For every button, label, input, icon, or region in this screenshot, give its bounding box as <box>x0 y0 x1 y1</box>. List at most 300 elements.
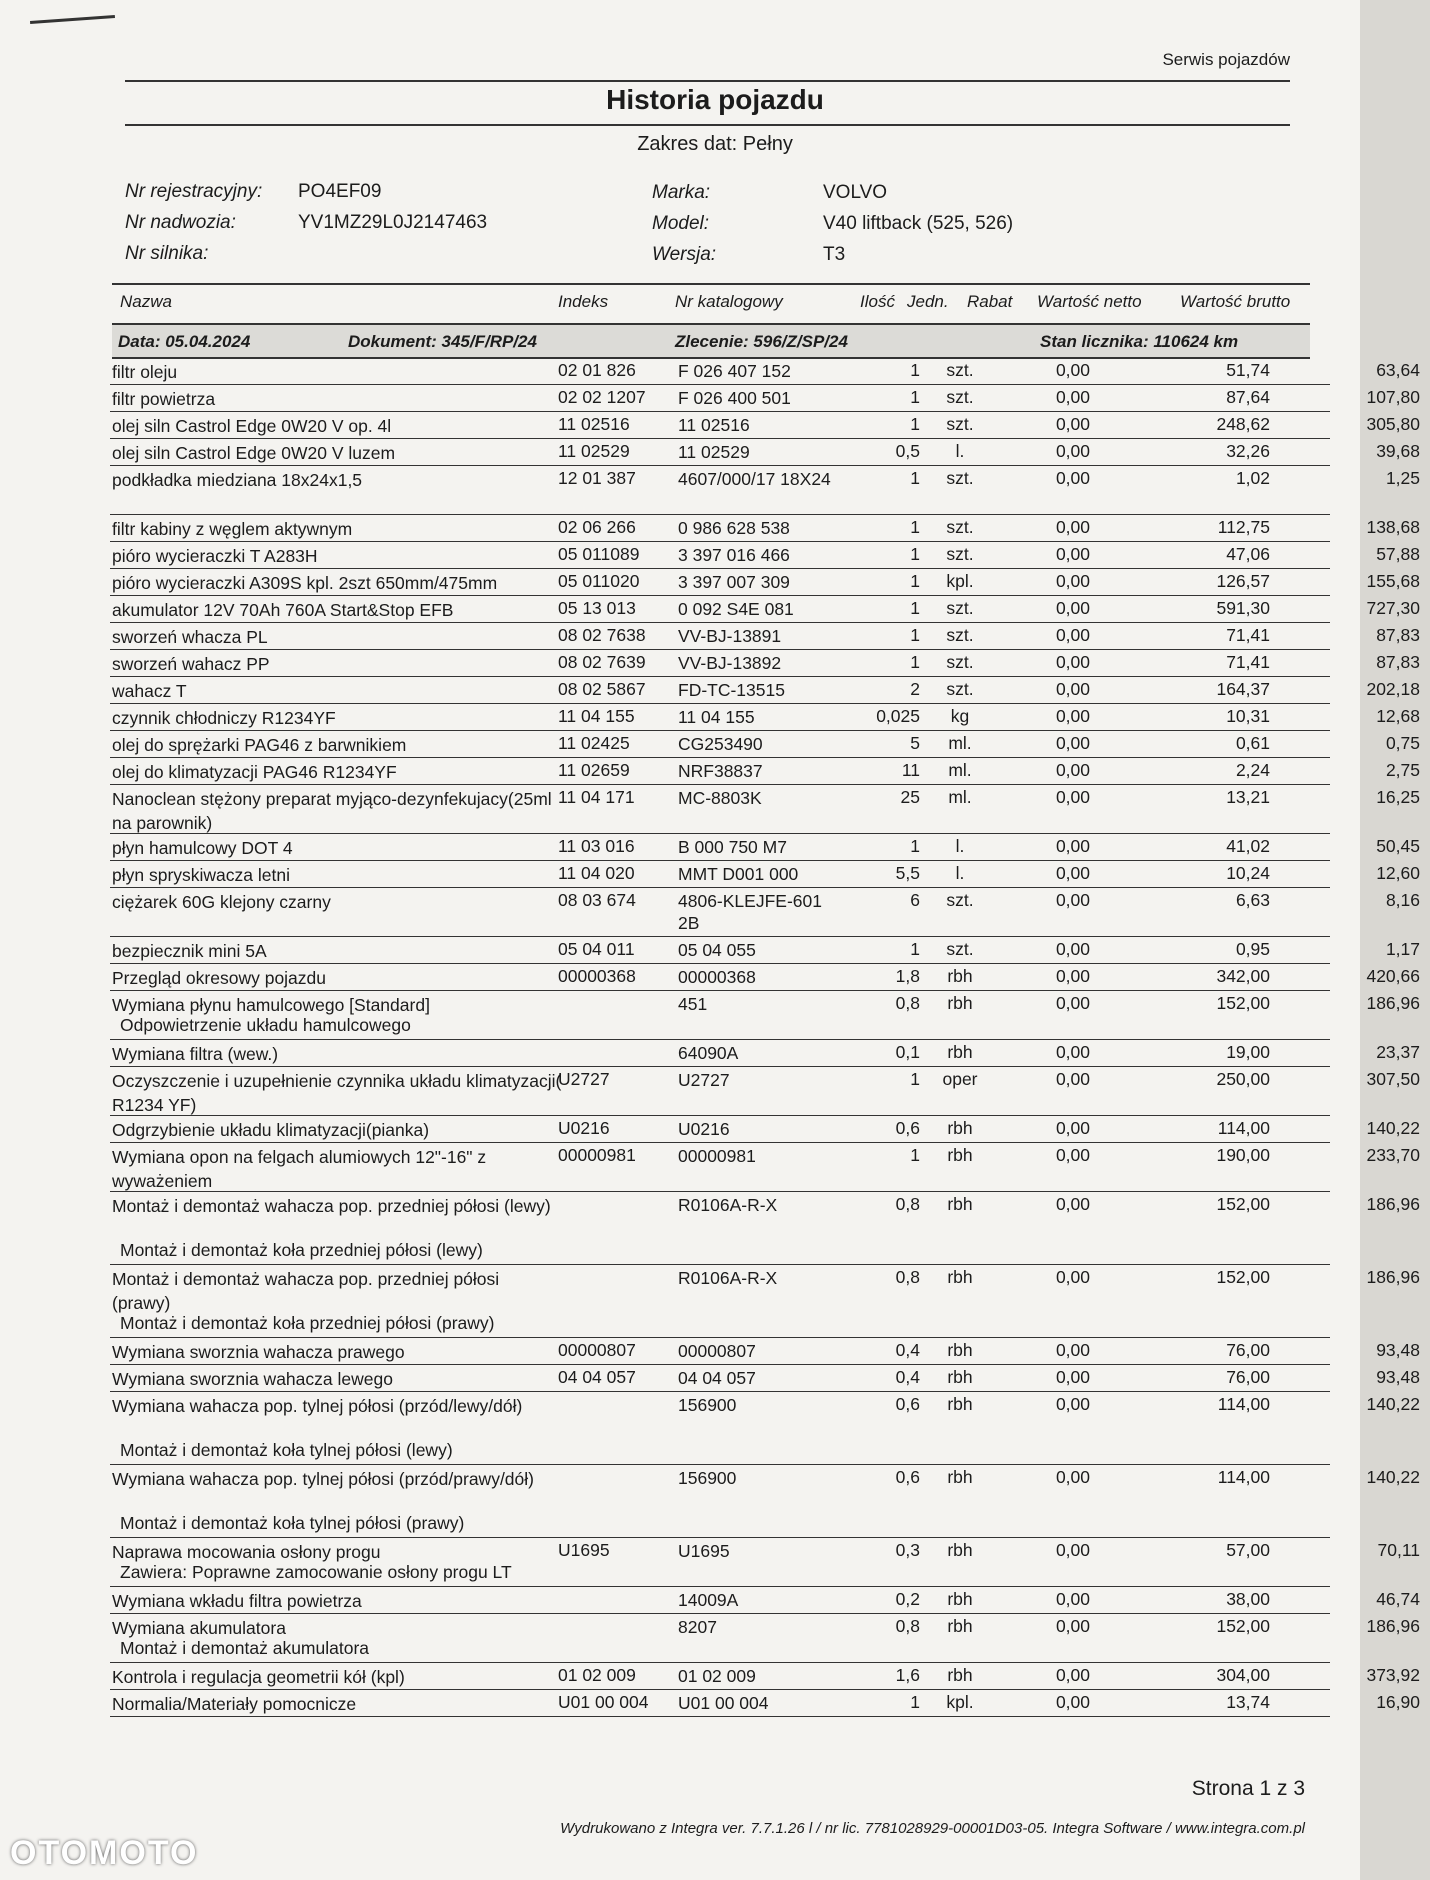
cell-net: 126,57 <box>1216 571 1270 591</box>
cell-qty: 0,4 <box>895 1340 920 1360</box>
cell-gross: 16,90 <box>1376 1692 1420 1712</box>
cell-name: olej siln Castrol Edge 0W20 V op. 4l <box>112 416 392 436</box>
cell-qty: 5,5 <box>895 863 920 883</box>
cell-qty: 1,6 <box>895 1665 920 1685</box>
cell-qty: 6 <box>910 890 920 910</box>
cell-qty: 0,2 <box>895 1589 920 1609</box>
fold-mark <box>30 15 115 24</box>
divider <box>112 283 1310 285</box>
cell-idx: 08 02 7639 <box>558 652 646 672</box>
cell-cat: 11 02529 <box>678 442 750 462</box>
cell-cat: B 000 750 M7 <box>678 837 787 857</box>
version-value: T3 <box>823 244 846 265</box>
table-row <box>110 677 1420 704</box>
cell-cat: MMT D001 000 <box>678 864 799 884</box>
reg-value: PO4EF09 <box>298 181 382 202</box>
table-row <box>110 1690 1420 1717</box>
cell-idx: 02 06 266 <box>558 517 636 537</box>
cell-extra: Montaż i demontaż koła przedniej półosi (lewy) <box>120 1240 483 1260</box>
cell-name: bezpiecznik mini 5A <box>112 941 267 961</box>
cell-net: 591,30 <box>1216 598 1270 618</box>
cell-qty: 2 <box>910 679 920 699</box>
engine-label: Nr silnika: <box>125 243 209 264</box>
cell-qty: 0,6 <box>895 1394 920 1414</box>
cell-gross: 186,96 <box>1366 1267 1420 1287</box>
cell-cat: 00000807 <box>678 1341 756 1361</box>
cell-gross: 186,96 <box>1366 1616 1420 1636</box>
cell-qty: 0,3 <box>895 1540 920 1560</box>
table-row <box>110 596 1420 623</box>
cell-qty: 0,8 <box>895 1194 920 1214</box>
cell-qty: 0,6 <box>895 1118 920 1138</box>
cell-unit: szt. <box>946 652 974 672</box>
cell-net: 164,37 <box>1216 679 1270 699</box>
cell-gross: 202,18 <box>1366 679 1420 699</box>
cell-extra: Zawiera: Poprawne zamocowanie osłony progu LT <box>120 1562 512 1582</box>
cell-cat: FD-TC-13515 <box>678 680 785 700</box>
cell-rab: 0,00 <box>1055 1589 1090 1609</box>
cell-net: 87,64 <box>1226 387 1270 407</box>
cell-unit: kpl. <box>946 571 974 591</box>
cell-name: czynnik chłodniczy R1234YF <box>112 708 336 728</box>
cell-idx: 04 04 057 <box>558 1367 636 1387</box>
version-label: Wersja: <box>652 244 717 265</box>
doc-number: Dokument: 345/F/RP/24 <box>348 332 537 351</box>
table-row <box>110 888 1420 937</box>
cell-idx: 01 02 009 <box>558 1665 636 1685</box>
table-row <box>110 758 1420 785</box>
cell-rab: 0,00 <box>1055 625 1090 645</box>
doc-date: Data: 05.04.2024 <box>118 332 251 351</box>
cell-rab: 0,00 <box>1055 1616 1090 1636</box>
cell-idx: 05 011089 <box>558 544 640 564</box>
cell-rab: 0,00 <box>1055 679 1090 699</box>
cell-name: Wymiana sworznia wahacza lewego <box>112 1369 393 1389</box>
cell-net: 19,00 <box>1226 1042 1270 1062</box>
cell-cat: 64090A <box>678 1043 739 1063</box>
cell-cat: R0106A-R-X <box>678 1268 778 1288</box>
cell-net: 32,26 <box>1226 441 1270 461</box>
cell-idx: 11 02529 <box>558 441 630 461</box>
cell-gross: 420,66 <box>1366 966 1420 986</box>
cell-net: 76,00 <box>1226 1340 1270 1360</box>
cell-name: Przegląd okresowy pojazdu <box>112 968 327 988</box>
cell-net: 190,00 <box>1216 1145 1270 1165</box>
divider <box>125 124 1290 126</box>
cell-gross: 2,75 <box>1385 760 1420 780</box>
cell-name: Odgrzybienie układu klimatyzacji(pianka) <box>112 1120 430 1140</box>
cell-gross: 138,68 <box>1366 517 1420 537</box>
cell-gross: 93,48 <box>1376 1340 1420 1360</box>
cell-qty: 0,8 <box>895 1616 920 1636</box>
cell-rab: 0,00 <box>1055 993 1090 1013</box>
cell-unit: rbh <box>947 1589 973 1609</box>
col-index: Indeks <box>558 292 609 311</box>
cell-net: 51,74 <box>1226 360 1270 380</box>
cell-net: 152,00 <box>1216 1194 1270 1214</box>
cell-idx: 11 04 155 <box>558 706 635 726</box>
cell-cat: 451 <box>678 994 708 1014</box>
cell-qty: 0,1 <box>895 1042 920 1062</box>
vin-value: YV1MZ29L0J2147463 <box>298 212 488 233</box>
table-row <box>110 466 1420 515</box>
cell-gross: 107,80 <box>1366 387 1420 407</box>
cell-qty: 0,025 <box>876 706 920 726</box>
cell-rab: 0,00 <box>1055 1267 1090 1287</box>
cell-name: Wymiana wahacza pop. tylnej półosi (przód/prawy/dół) <box>112 1469 534 1489</box>
table-row <box>110 1040 1420 1067</box>
cell-gross: 305,80 <box>1366 414 1420 434</box>
cell-net: 57,00 <box>1226 1540 1270 1560</box>
cell-name: olej do klimatyzacji PAG46 R1234YF <box>112 762 397 782</box>
cell-gross: 140,22 <box>1366 1467 1420 1487</box>
cell-cat: U1695 <box>678 1541 730 1561</box>
cell-qty: 0,8 <box>895 993 920 1013</box>
cell-rab: 0,00 <box>1055 890 1090 910</box>
cell-net: 114,00 <box>1217 1118 1270 1138</box>
cell-unit: rbh <box>947 1267 973 1287</box>
cell-cat: CG253490 <box>678 734 763 754</box>
cell-qty: 1 <box>910 1069 920 1089</box>
cell-extra: Montaż i demontaż akumulatora <box>120 1638 370 1658</box>
cell-unit: szt. <box>946 387 974 407</box>
cell-name: filtr oleju <box>112 362 178 382</box>
table-row <box>110 991 1420 1040</box>
cell-idx: 05 13 013 <box>558 598 636 618</box>
table-row <box>110 1338 1420 1365</box>
cell-name: Wymiana opon na felgach alumiowych 12"-16" z wyważeniem <box>112 1147 487 1191</box>
col-unit: Jedn. <box>907 292 949 311</box>
cell-unit: rbh <box>947 1367 973 1387</box>
cell-rab: 0,00 <box>1055 939 1090 959</box>
cell-gross: 93,48 <box>1376 1367 1420 1387</box>
cell-net: 38,00 <box>1226 1589 1270 1609</box>
table-row <box>110 358 1420 385</box>
cell-gross: 39,68 <box>1376 441 1420 461</box>
cell-rab: 0,00 <box>1055 571 1090 591</box>
divider <box>125 80 1290 82</box>
cell-rab: 0,00 <box>1055 414 1090 434</box>
col-qty: Ilość <box>860 292 895 311</box>
cell-net: 152,00 <box>1216 1616 1270 1636</box>
cell-rab: 0,00 <box>1055 836 1090 856</box>
cell-unit: ml. <box>948 733 972 753</box>
cell-qty: 1 <box>910 1692 920 1712</box>
cell-name: podkładka miedziana 18x24x1,5 <box>112 470 363 490</box>
cell-unit: rbh <box>947 1194 973 1214</box>
cell-cat: 00000981 <box>678 1146 756 1166</box>
cell-rab: 0,00 <box>1055 787 1090 807</box>
cell-unit: rbh <box>947 1340 973 1360</box>
cell-gross: 50,45 <box>1376 836 1420 856</box>
cell-rab: 0,00 <box>1055 544 1090 564</box>
cell-cat: 3 397 007 309 <box>678 572 790 592</box>
table-row <box>110 1116 1420 1143</box>
cell-idx: 05 04 011 <box>558 939 635 959</box>
cell-extra: Montaż i demontaż koła tylnej półosi (lewy) <box>120 1440 453 1460</box>
cell-name: Wymiana płynu hamulcowego [Standard] <box>112 995 430 1015</box>
cell-gross: 12,68 <box>1376 706 1420 726</box>
cell-cat: 3 397 016 466 <box>678 545 790 565</box>
cell-idx: U0216 <box>558 1118 610 1138</box>
cell-cat: 156900 <box>678 1395 737 1415</box>
cell-rab: 0,00 <box>1055 863 1090 883</box>
table-row <box>110 515 1420 542</box>
cell-net: 76,00 <box>1226 1367 1270 1387</box>
cell-net: 71,41 <box>1226 652 1270 672</box>
cell-cat: F 026 407 152 <box>678 361 791 381</box>
cell-name: Wymiana wkładu filtra powietrza <box>112 1591 362 1611</box>
cell-cat: 0 092 S4E 081 <box>678 599 794 619</box>
cell-unit: oper <box>942 1069 978 1089</box>
cell-cat: F 026 400 501 <box>678 388 791 408</box>
cell-unit: szt. <box>946 939 974 959</box>
cell-gross: 0,75 <box>1385 733 1420 753</box>
cell-cat: 11 04 155 <box>678 707 755 727</box>
cell-net: 152,00 <box>1216 1267 1270 1287</box>
cell-idx: 08 03 674 <box>558 890 636 910</box>
cell-idx: 11 02516 <box>558 414 630 434</box>
cell-name: płyn hamulcowy DOT 4 <box>112 838 293 858</box>
table-row <box>110 1143 1420 1192</box>
cell-gross: 57,88 <box>1376 544 1420 564</box>
cell-net: 0,61 <box>1235 733 1270 753</box>
cell-name: Wymiana sworznia wahacza prawego <box>112 1342 405 1362</box>
cell-name: sworzeń wahacz PP <box>112 654 270 674</box>
cell-rab: 0,00 <box>1055 1340 1090 1360</box>
cell-idx: 12 01 387 <box>558 468 636 488</box>
cell-unit: szt. <box>946 517 974 537</box>
cell-rab: 0,00 <box>1055 1118 1090 1138</box>
cell-net: 13,74 <box>1226 1692 1270 1712</box>
cell-cat: VV-BJ-13891 <box>678 626 782 646</box>
cell-unit: szt. <box>946 468 974 488</box>
cell-unit: szt. <box>946 625 974 645</box>
table-row <box>110 964 1420 991</box>
cell-unit: ml. <box>948 760 972 780</box>
cell-qty: 1 <box>910 517 920 537</box>
page-number: Strona 1 z 3 <box>1191 1777 1305 1800</box>
cell-idx: 11 02659 <box>558 760 630 780</box>
otomoto-watermark: OTOMOTO <box>10 1834 199 1872</box>
table-row <box>110 704 1420 731</box>
cell-extra: Odpowietrzenie układu hamulcowego <box>120 1015 411 1035</box>
cell-idx: 00000368 <box>558 966 636 986</box>
cell-qty: 1 <box>910 571 920 591</box>
cell-qty: 1 <box>910 598 920 618</box>
cell-name: akumulator 12V 70Ah 760A Start&Stop EFB <box>112 600 454 620</box>
cell-unit: rbh <box>947 1145 973 1165</box>
cell-gross: 12,60 <box>1376 863 1420 883</box>
cell-cat: 00000368 <box>678 967 756 987</box>
cell-net: 47,06 <box>1226 544 1270 564</box>
cell-unit: rbh <box>947 1616 973 1636</box>
table-row <box>110 623 1420 650</box>
cell-idx: 02 01 826 <box>558 360 636 380</box>
cell-qty: 25 <box>900 787 920 807</box>
cell-idx: U2727 <box>558 1069 610 1089</box>
cell-unit: szt. <box>946 679 974 699</box>
cell-rab: 0,00 <box>1055 760 1090 780</box>
cell-name: filtr kabiny z węglem aktywnym <box>112 519 353 539</box>
cell-unit: szt. <box>946 598 974 618</box>
cell-net: 10,24 <box>1226 863 1270 883</box>
order-number: Zlecenie: 596/Z/SP/24 <box>675 332 848 351</box>
cell-unit: kg <box>950 706 970 726</box>
table-row <box>110 1365 1420 1392</box>
cell-net: 342,00 <box>1216 966 1270 986</box>
cell-gross: 87,83 <box>1376 652 1420 672</box>
cell-rab: 0,00 <box>1055 1467 1090 1487</box>
cell-net: 250,00 <box>1216 1069 1270 1089</box>
cell-net: 71,41 <box>1226 625 1270 645</box>
cell-gross: 1,17 <box>1385 939 1420 959</box>
cell-rab: 0,00 <box>1055 966 1090 986</box>
table-row <box>110 1067 1420 1116</box>
cell-cat: U01 00 004 <box>678 1693 769 1713</box>
table-row <box>110 1538 1420 1587</box>
cell-idx: 00000981 <box>558 1145 636 1165</box>
print-footer: Wydrukowano z Integra ver. 7.7.1.26 l / nr lic. 7781028929-00001D03-05. Integra Software / www.integra.com.pl <box>560 1820 1305 1837</box>
cell-qty: 1 <box>910 625 920 645</box>
cell-qty: 1 <box>910 360 920 380</box>
cell-qty: 1 <box>910 939 920 959</box>
cell-name: sworzeń whacza PL <box>112 627 268 647</box>
col-discount: Rabat <box>967 292 1013 311</box>
cell-cat: MC-8803K <box>678 788 762 808</box>
cell-cat: R0106A-R-X <box>678 1195 778 1215</box>
table-row <box>110 1265 1420 1338</box>
summary-band <box>112 323 1310 359</box>
cell-name: pióro wycieraczki T A283H <box>112 546 318 566</box>
cell-rab: 0,00 <box>1055 441 1090 461</box>
cell-rab: 0,00 <box>1055 387 1090 407</box>
col-name: Nazwa <box>120 292 172 311</box>
cell-name: olej do sprężarki PAG46 z barwnikiem <box>112 735 407 755</box>
cell-net: 1,02 <box>1235 468 1270 488</box>
cell-qty: 1 <box>910 836 920 856</box>
cell-rab: 0,00 <box>1055 517 1090 537</box>
cell-unit: szt. <box>946 360 974 380</box>
cell-unit: rbh <box>947 993 973 1013</box>
cell-rab: 0,00 <box>1055 1665 1090 1685</box>
cell-gross: 727,30 <box>1366 598 1420 618</box>
cell-name: Montaż i demontaż wahacza pop. przedniej półosi (prawy) <box>112 1269 500 1313</box>
cell-rab: 0,00 <box>1055 468 1090 488</box>
cell-idx: 11 02425 <box>558 733 630 753</box>
cell-idx: 11 03 016 <box>558 836 635 856</box>
cell-cat: U0216 <box>678 1119 730 1139</box>
cell-extra: Montaż i demontaż koła tylnej półosi (prawy) <box>120 1513 465 1533</box>
cell-unit: rbh <box>947 1042 973 1062</box>
cell-cat: 4806-KLEJFE-601 2B <box>678 891 822 933</box>
table-row <box>110 542 1420 569</box>
table-row <box>110 834 1420 861</box>
cell-gross: 307,50 <box>1366 1069 1420 1089</box>
table-row <box>110 1465 1420 1538</box>
cell-name: płyn spryskiwacza letni <box>112 865 290 885</box>
cell-unit: szt. <box>946 414 974 434</box>
table-row <box>110 1614 1420 1663</box>
cell-idx: 11 04 171 <box>558 787 635 807</box>
cell-name: Normalia/Materiały pomocnicze <box>112 1694 357 1714</box>
date-range: Zakres dat: Pełny <box>637 133 793 155</box>
cell-name: Oczyszczenie i uzupełnienie czynnika układu klimatyzacji( R1234 YF) <box>112 1071 562 1115</box>
cell-cat: 4607/000/17 18X24 <box>678 469 831 489</box>
cell-cat: U2727 <box>678 1070 730 1090</box>
cell-gross: 155,68 <box>1366 571 1420 591</box>
model-value: V40 liftback (525, 526) <box>823 213 1014 234</box>
cell-qty: 0,5 <box>895 441 920 461</box>
cell-net: 248,62 <box>1216 414 1270 434</box>
cell-cat: 04 04 057 <box>678 1368 756 1388</box>
items-table <box>110 358 1420 1717</box>
cell-cat: 01 02 009 <box>678 1666 756 1686</box>
cell-qty: 11 <box>901 760 920 780</box>
cell-unit: rbh <box>947 1540 973 1560</box>
cell-rab: 0,00 <box>1055 1367 1090 1387</box>
col-net: Wartość netto <box>1037 292 1142 311</box>
service-label: Serwis pojazdów <box>1162 50 1290 69</box>
cell-name: Wymiana filtra (wew.) <box>112 1044 279 1064</box>
cell-cat: NRF38837 <box>678 761 763 781</box>
reg-label: Nr rejestracyjny: <box>125 181 263 202</box>
cell-gross: 23,37 <box>1376 1042 1420 1062</box>
cell-rab: 0,00 <box>1055 360 1090 380</box>
cell-idx: 05 011020 <box>558 571 640 591</box>
cell-gross: 16,25 <box>1376 787 1420 807</box>
cell-unit: l. <box>955 863 965 883</box>
cell-net: 304,00 <box>1216 1665 1270 1685</box>
cell-idx: U1695 <box>558 1540 610 1560</box>
cell-gross: 373,92 <box>1366 1665 1420 1685</box>
cell-gross: 1,25 <box>1385 468 1420 488</box>
cell-extra: Montaż i demontaż koła przedniej półosi (prawy) <box>120 1313 495 1333</box>
cell-unit: szt. <box>946 890 974 910</box>
table-row <box>110 731 1420 758</box>
cell-qty: 0,6 <box>895 1467 920 1487</box>
cell-rab: 0,00 <box>1055 733 1090 753</box>
cell-name: wahacz T <box>112 681 187 701</box>
cell-gross: 70,11 <box>1377 1540 1420 1560</box>
cell-gross: 8,16 <box>1385 890 1420 910</box>
cell-qty: 0,4 <box>895 1367 920 1387</box>
table-row <box>110 569 1420 596</box>
cell-qty: 1,8 <box>895 966 920 986</box>
cell-rab: 0,00 <box>1055 598 1090 618</box>
cell-idx: 00000807 <box>558 1340 636 1360</box>
cell-net: 10,31 <box>1226 706 1270 726</box>
make-value: VOLVO <box>823 182 888 203</box>
table-row <box>110 439 1420 466</box>
make-label: Marka: <box>652 182 711 203</box>
cell-unit: rbh <box>947 1394 973 1414</box>
cell-rab: 0,00 <box>1055 1069 1090 1089</box>
cell-qty: 1 <box>910 468 920 488</box>
cell-name: filtr powietrza <box>112 389 216 409</box>
table-row <box>110 385 1420 412</box>
cell-qty: 1 <box>910 387 920 407</box>
cell-cat: 0 986 628 538 <box>678 518 790 538</box>
cell-gross: 233,70 <box>1366 1145 1420 1165</box>
cell-name: Naprawa mocowania osłony progu <box>112 1542 381 1562</box>
col-gross: Wartość brutto <box>1180 292 1291 311</box>
cell-idx: 11 04 020 <box>558 863 635 883</box>
table-row <box>110 785 1420 834</box>
cell-name: Wymiana akumulatora <box>112 1618 286 1638</box>
cell-rab: 0,00 <box>1055 1394 1090 1414</box>
cell-unit: szt. <box>946 544 974 564</box>
